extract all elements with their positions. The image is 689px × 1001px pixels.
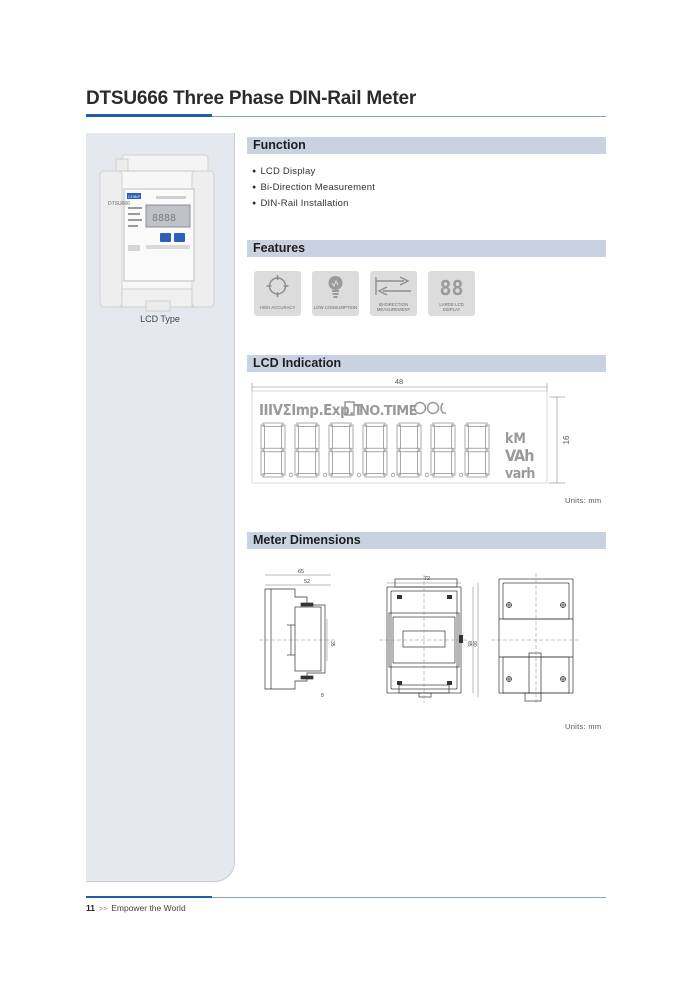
lightbulb-icon [312, 271, 359, 303]
side-inner-label: 52 [303, 579, 311, 585]
features-heading: Features [253, 241, 306, 255]
feature-label: MEASUREMENT [376, 307, 411, 312]
crosshair-icon [254, 271, 301, 303]
list-item: ● DIN-Rail Installation [252, 196, 375, 212]
product-caption: LCD Type [140, 314, 180, 324]
side-rail-label: 35 [329, 641, 335, 647]
function-header [247, 137, 606, 154]
feature-high-accuracy [254, 271, 301, 316]
list-item: ● LCD Display [252, 164, 375, 180]
feature-large-lcd [428, 271, 475, 316]
feature-label: LARGE LCD [439, 302, 464, 307]
feature-bi-direction [370, 271, 417, 316]
page-footer [86, 903, 186, 913]
list-item: ● Bi-Direction Measurement [252, 180, 375, 196]
footer-slogan: Empower the World [111, 903, 186, 913]
lcd-indication-diagram [247, 375, 606, 485]
page-number: 11 [86, 903, 95, 913]
meter-brand: CHINT [128, 194, 141, 199]
lcd-unit-varh: varh [505, 466, 535, 482]
side-view-drawing [259, 575, 337, 689]
feature-label: BI-DIRECTION [378, 302, 409, 307]
rear-view-drawing [491, 573, 581, 705]
svg-text:8888: 8888 [152, 213, 177, 224]
bidirection-arrows-icon [370, 271, 417, 303]
feature-low-consumption [312, 271, 359, 316]
footer-separator: >> [99, 906, 108, 913]
function-heading: Function [253, 138, 306, 152]
lcd-indicators-time: NO.TIME [359, 404, 417, 419]
lcd-width-label: 48 [394, 377, 404, 386]
meter-dimensions-drawing [247, 565, 606, 715]
function-list [252, 164, 375, 212]
lcd-height-label: 16 [562, 435, 571, 445]
dimensions-header [247, 532, 606, 549]
lcd-indication-header [247, 355, 606, 372]
seven-segment-88-icon [428, 271, 475, 303]
features-header [247, 240, 606, 257]
lcd-indication-heading: LCD Indication [253, 356, 342, 370]
meter-product-image [86, 153, 234, 313]
lcd-unit-vah: VAh [505, 446, 534, 465]
page-title: DTSU666 Three Phase DIN-Rail Meter [86, 88, 417, 109]
title-accent-bar [86, 114, 212, 117]
dimensions-heading: Meter Dimensions [253, 533, 361, 547]
side-bottom-label: 8 [321, 693, 324, 699]
lcd-units-note: Units: mm [565, 496, 602, 505]
dimensions-units-note: Units: mm [565, 722, 602, 731]
feature-label: LOW CONSUMPTION [313, 305, 358, 310]
feature-label: DISPLAY [442, 307, 461, 312]
meter-model: DTSU666 [108, 201, 130, 207]
front-h2-label: 90 [471, 641, 477, 647]
front-view-drawing [379, 575, 478, 703]
side-overall-label: 65 [297, 569, 305, 575]
front-width-label: 72 [423, 576, 431, 582]
lcd-unit-k: kM [505, 431, 526, 447]
lcd-indicators: IIIVΣImp.Exp.T [259, 401, 363, 419]
feature-label: HIGH ACCURACY [259, 305, 296, 310]
product-panel [86, 133, 235, 882]
footer-accent-bar [86, 896, 212, 898]
front-h1-label: 85 [466, 641, 472, 647]
lcd-glyph: 88 [439, 276, 464, 300]
